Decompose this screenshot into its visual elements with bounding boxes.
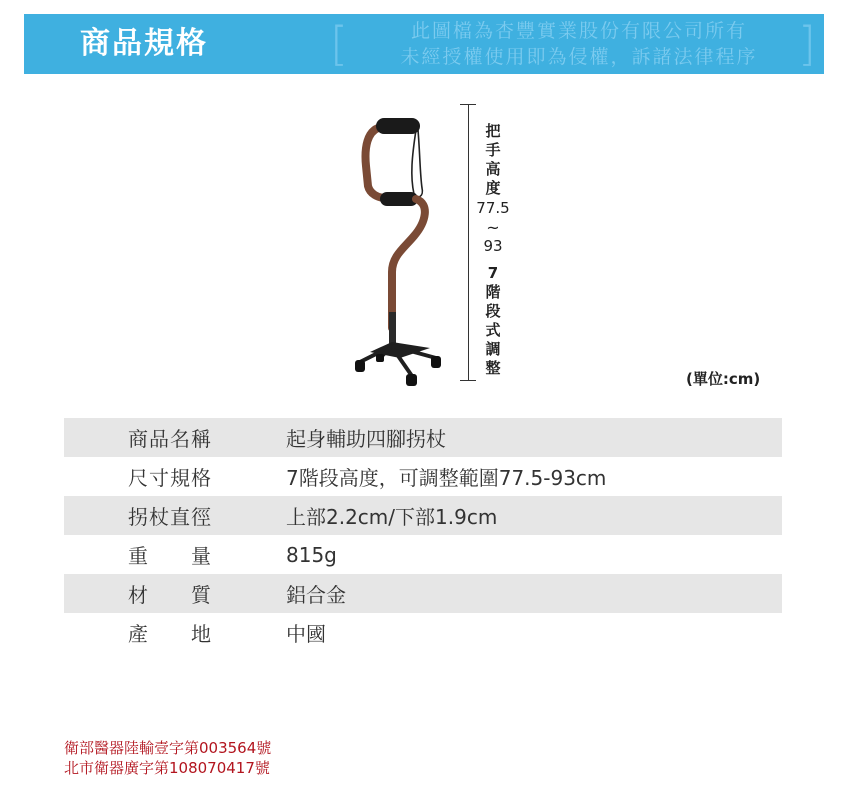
page-title: 商品規格 <box>80 26 208 61</box>
lower-shaft <box>389 312 396 344</box>
copyright-line-2: 未經授權使用即為侵權，訴諸法律程序 <box>400 46 758 68</box>
spec-row-material <box>64 574 782 613</box>
spec-row-weight <box>64 535 782 574</box>
cane-foot <box>431 356 441 368</box>
wrist-strap <box>412 130 423 197</box>
header-banner <box>24 14 824 74</box>
spec-value: 上部2.2cm/下部1.9cm <box>286 505 498 529</box>
top-grip <box>376 118 420 134</box>
unit-note: (單位:cm) <box>686 370 761 388</box>
spec-value: 中國 <box>286 622 326 646</box>
spec-label: 尺寸規格 <box>128 466 212 490</box>
spec-label: 商品名稱 <box>128 427 212 451</box>
spec-value: 鋁合金 <box>286 583 346 607</box>
spec-label: 材 質 <box>128 583 212 607</box>
spec-row-name <box>64 418 782 457</box>
dimension-ruler <box>468 104 469 381</box>
height-min: 77.5 <box>476 199 510 217</box>
spec-value: 起身輔助四腳拐杖 <box>286 427 446 451</box>
copyright-line-1: 此圖檔為杏豐實業股份有限公司所有 <box>410 20 747 42</box>
spec-value: 815g <box>286 542 337 567</box>
spec-value: 7階段高度，可調整範圍77.5-93cm <box>286 466 607 490</box>
cane-shaft <box>392 199 425 328</box>
copyright-notice <box>324 16 818 72</box>
license-line-1: 衛部醫器陸輸壹字第003564號 <box>64 739 272 757</box>
cane-foot <box>376 354 384 362</box>
adjustment-steps-label: 7 階 段 式 調 整 <box>485 264 501 377</box>
ruler-cap-bottom <box>460 380 476 381</box>
spec-row-origin <box>64 613 782 652</box>
spec-label: 拐杖直徑 <box>128 505 212 529</box>
spec-table <box>64 418 782 652</box>
spec-row-diameter <box>64 496 782 535</box>
bracket-left: [ <box>330 17 350 71</box>
cane-frame-upper <box>366 128 387 198</box>
license-info <box>64 738 271 778</box>
cane-foot <box>355 360 365 372</box>
cane-foot <box>406 374 417 386</box>
height-range-separator: ~ <box>486 218 500 237</box>
bracket-right: ] <box>798 17 818 71</box>
spec-row-size <box>64 457 782 496</box>
height-max: 93 <box>483 237 503 255</box>
spec-label: 重 量 <box>128 544 212 568</box>
spec-label: 產 地 <box>128 622 212 646</box>
handle-height-label: 把 手 高 度 <box>485 122 501 197</box>
license-line-2: 北市衛器廣字第108070417號 <box>64 759 270 777</box>
